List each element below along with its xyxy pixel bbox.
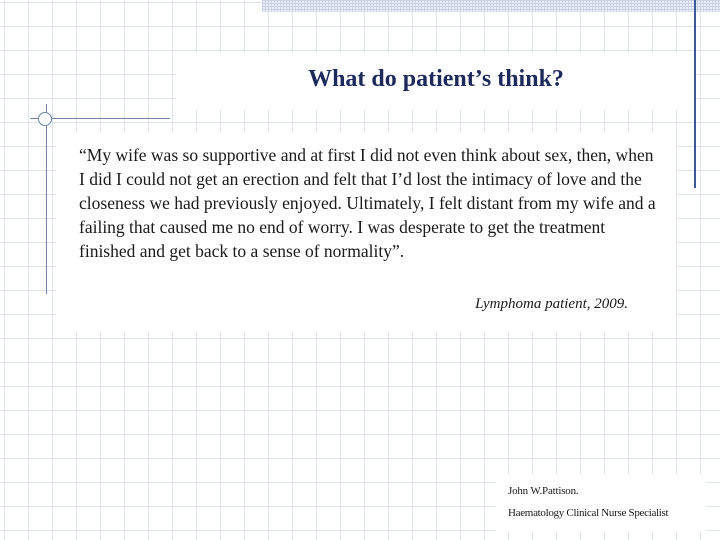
footer-panel xyxy=(496,474,706,532)
slide-title: What do patient’s think? xyxy=(308,66,564,92)
patient-quote: “My wife was so supportive and at first I did not even think about sex, then, when I did I could not get an erection and felt that I’d lost the intimacy of love and the closeness we had previously enjoyed. Ultimately, I felt distant from my wife and a failing that caused me no end of worry. I was desperate to get the treatment finished and get back to a sense of normality”. xyxy=(79,145,656,261)
quote-attribution: Lymphoma patient, 2009. xyxy=(475,296,628,312)
left-decorative-rule xyxy=(46,104,47,294)
footer-role: Haematology Clinical Nurse Specialist xyxy=(508,507,669,519)
right-decorative-rule xyxy=(694,0,696,188)
top-decorative-band xyxy=(262,0,720,12)
footer-author: John W.Pattison. xyxy=(508,485,579,497)
circle-marker-icon xyxy=(38,112,52,126)
